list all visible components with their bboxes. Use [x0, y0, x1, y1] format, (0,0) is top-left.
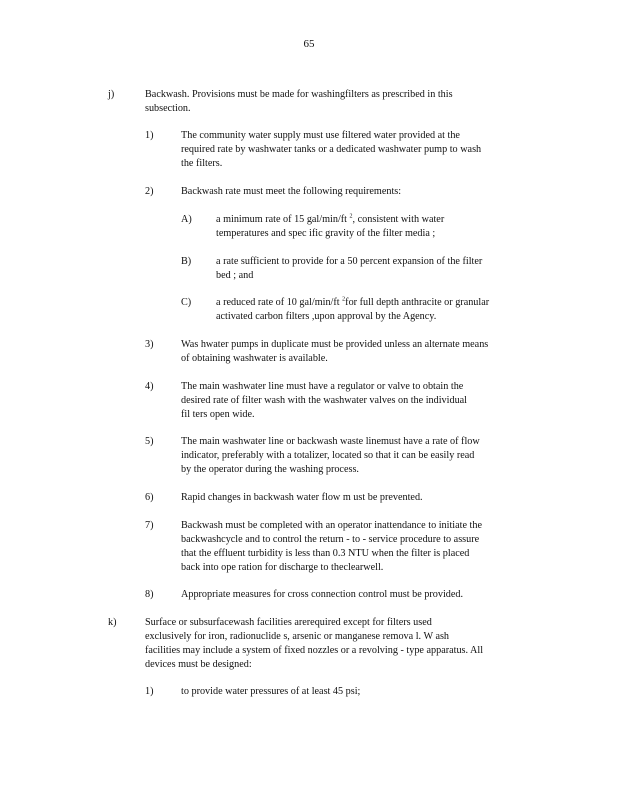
text-line: Rapid changes in backwash water flow m ust be prevented. [181, 492, 423, 503]
text-line: backwashcycle and to control the return - to - service procedure to assure [181, 534, 480, 545]
text-line: devices must be designed: [145, 659, 252, 670]
text-line: required rate by washwater tanks or a dedicated washwater pump to wash [181, 144, 482, 155]
subitem-label: C) [181, 297, 192, 308]
text-line: exclusively for iron, radionuclide s, arsenic or manganese remova l. W ash [145, 631, 450, 642]
text-line: bed ; and [216, 270, 254, 281]
item-label: 1) [145, 686, 154, 697]
text-line: Appropriate measures for cross connection control must be provided. [181, 589, 464, 600]
text-line: The main washwater line or backwash waste linemust have a rate of flow [181, 436, 480, 447]
text-line: of obtaining washwater is available. [181, 353, 328, 364]
item-text [181, 435, 480, 477]
text-line: Was hwater pumps in duplicate must be provided unless an alternate means [181, 339, 489, 350]
text-line: The main washwater line must have a regulator or valve to obtain the [181, 381, 464, 392]
text-line [216, 213, 444, 227]
item-text [181, 380, 467, 422]
item-text [181, 185, 401, 199]
text-line: desired rate of filter wash with the washwater valves on the individual [181, 395, 468, 406]
text-fragment: a reduced rate of 10 gal/min/ft [216, 297, 343, 308]
section-text [145, 616, 483, 672]
superscript: 2 [349, 213, 353, 220]
text-fragment: , consistent with water [352, 214, 445, 225]
subitem-label: A) [181, 214, 192, 225]
text-line: indicator, preferably with a totalizer, located so that it can be easily read [181, 450, 475, 461]
item-text [181, 129, 481, 171]
text-fragment: a minimum rate of 15 gal/min/ft [216, 214, 350, 225]
section-label: k) [108, 617, 117, 628]
text-line: The community water supply must use filtered water provided at the [181, 130, 460, 141]
text-fragment: for full depth anthracite or granular [345, 297, 490, 308]
text-line: by the operator during the washing process. [181, 464, 359, 475]
item-text [181, 491, 423, 505]
subitem-text [216, 296, 489, 324]
text-line: that the effluent turbidity is less than 0.3 NTU when the filter is placed [181, 548, 470, 559]
text-line: Backwash. Provisions must be made for washingfilters as prescribed in this [145, 89, 453, 100]
text-line [216, 296, 489, 310]
item-text [181, 519, 482, 575]
text-line: activated carbon filters ,upon approval by the Agency. [216, 311, 437, 322]
item-text [181, 338, 488, 366]
item-label: 2) [145, 186, 154, 197]
item-label: 6) [145, 492, 154, 503]
item-label: 4) [145, 381, 154, 392]
text-line: fil ters open wide. [181, 409, 255, 420]
page-number: 65 [303, 38, 315, 50]
text-line: the filters. [181, 158, 223, 169]
item-label: 8) [145, 589, 154, 600]
text-line: back into ope ration for discharge to theclearwell. [181, 562, 384, 573]
text-line: Surface or subsurfacewash facilities arerequired except for filters used [145, 617, 432, 628]
text-line: temperatures and spec ific gravity of the filter media ; [216, 228, 436, 239]
item-label: 5) [145, 436, 154, 447]
text-line: Backwash rate must meet the following requirements: [181, 186, 402, 197]
text-line: subsection. [145, 103, 191, 114]
item-text [181, 685, 360, 699]
section-label: j) [108, 89, 115, 100]
text-line: facilities may include a system of fixed nozzles or a revolving - type apparatus. All [145, 645, 484, 656]
text-line: Backwash must be completed with an operator inattendance to initiate the [181, 520, 482, 531]
text-line: a rate sufficient to provide for a 50 percent expansion of the filter [216, 256, 483, 267]
section-text [145, 88, 453, 116]
item-label: 1) [145, 130, 154, 141]
subitem-text [216, 255, 482, 283]
item-text [181, 588, 463, 602]
superscript: 2 [342, 296, 346, 303]
item-label: 3) [145, 339, 154, 350]
item-label: 7) [145, 520, 154, 531]
subitem-label: B) [181, 256, 192, 267]
subitem-text [216, 213, 444, 241]
text-line: to provide water pressures of at least 45 psi; [181, 686, 361, 697]
